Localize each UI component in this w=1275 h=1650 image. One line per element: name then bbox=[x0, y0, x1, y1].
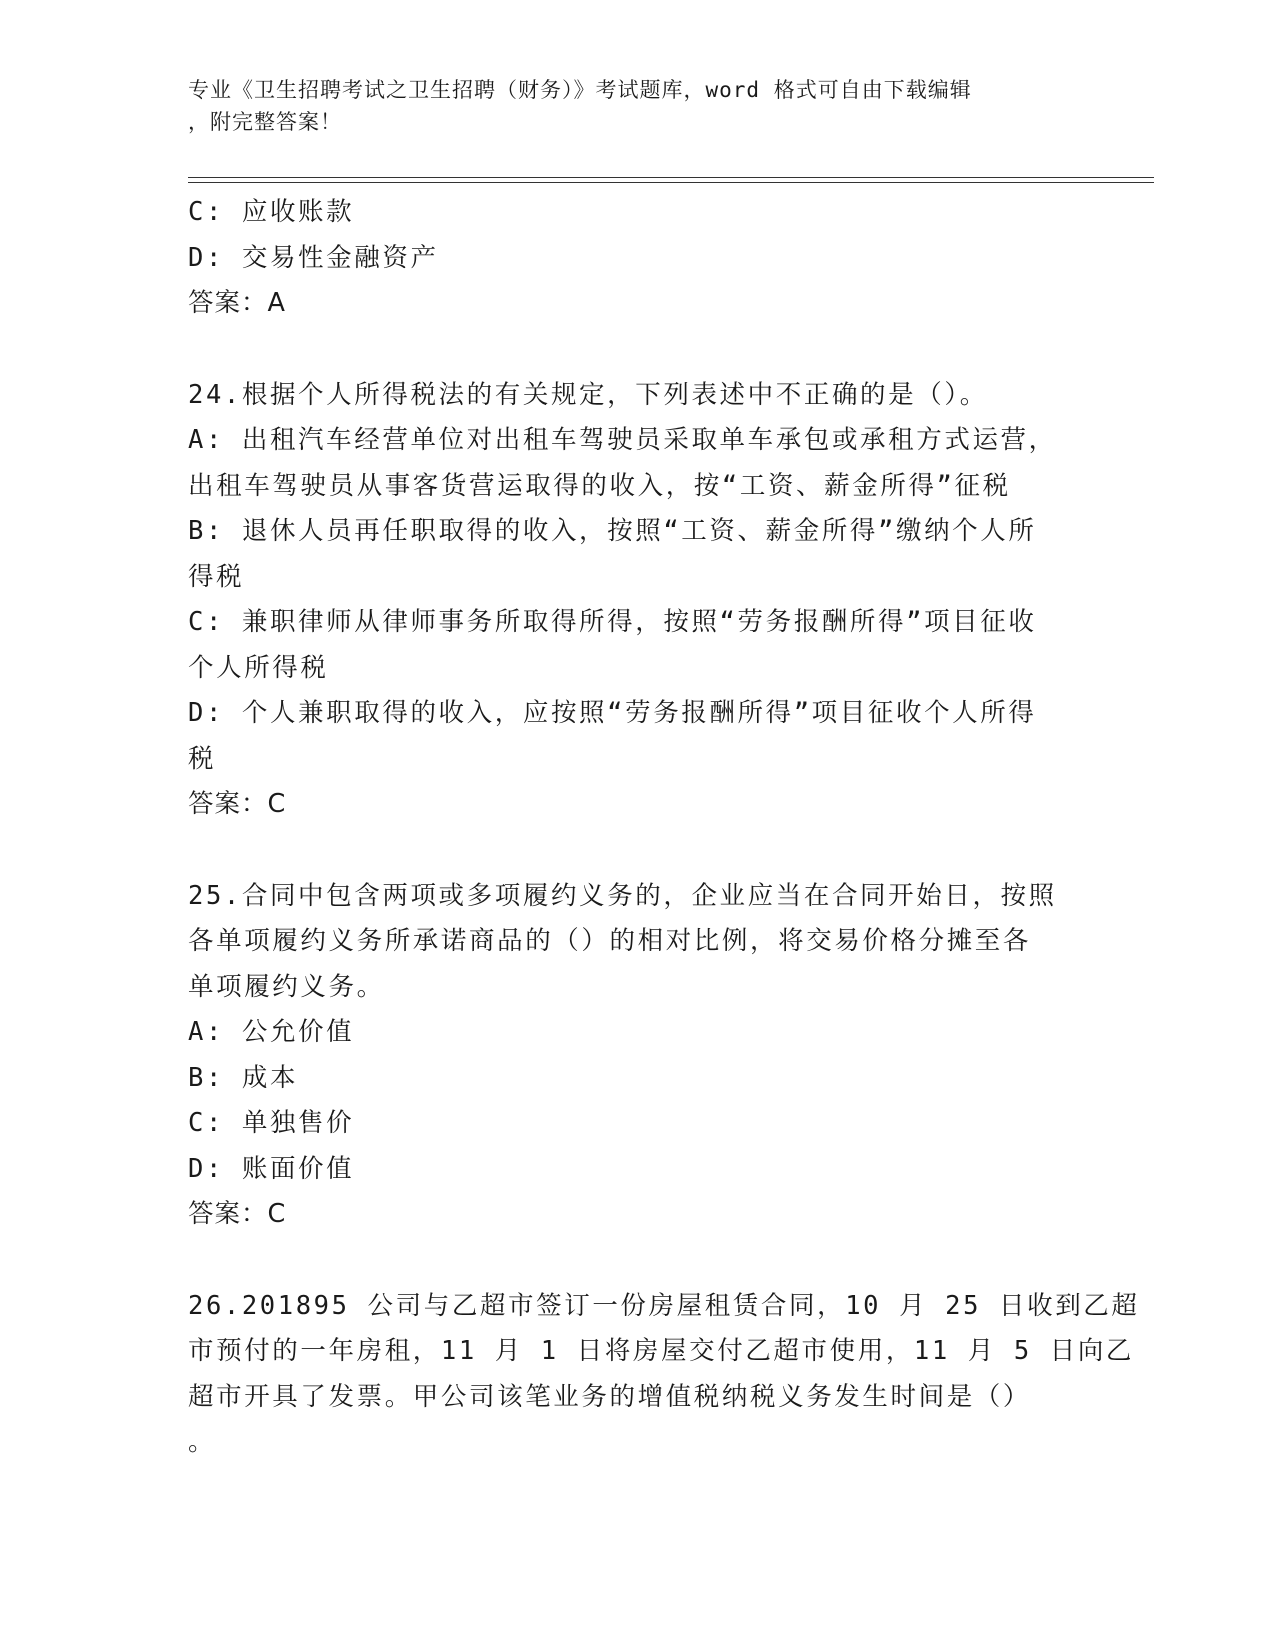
header-line-1: 专业《卫生招聘考试之卫生招聘（财务）》考试题库，word 格式可自由下载编辑 bbox=[188, 78, 972, 102]
question-stem-continued: 市预付的一年房租，11 月 1 日将房屋交付乙超市使用，11 月 5 日向乙 bbox=[188, 1336, 1135, 1366]
option-d: D: 个人兼职取得的收入，应按照“劳务报酬所得”项目征收个人所得 bbox=[188, 698, 1037, 728]
spacer bbox=[188, 1238, 1088, 1284]
option-a: A: 出租汽车经营单位对出租车驾驶员采取单车承包或承租方式运营， bbox=[188, 425, 1057, 455]
option-c: C: 应收账款 bbox=[188, 197, 355, 227]
option-b: B: 成本 bbox=[188, 1062, 299, 1093]
option-a: A: 公允价值 bbox=[188, 1017, 355, 1047]
spacer bbox=[188, 327, 1088, 373]
question-25 bbox=[188, 874, 1088, 1238]
prev-question-block bbox=[188, 190, 1088, 327]
option-d: D: 交易性金融资产 bbox=[188, 242, 439, 273]
spacer bbox=[188, 828, 1088, 874]
question-stem-continued: 各单项履约义务所承诺商品的（）的相对比例，将交易价格分摊至各 bbox=[188, 926, 1032, 956]
question-24 bbox=[188, 373, 1088, 828]
question-stem-continued: 超市开具了发票。甲公司该笔业务的增值税纳税义务发生时间是（） bbox=[188, 1381, 1032, 1412]
answer-label: 答案：A bbox=[188, 288, 286, 318]
question-stem: 25.合同中包含两项或多项履约义务的，企业应当在合同开始日，按照 bbox=[188, 880, 1057, 911]
question-26 bbox=[188, 1284, 1140, 1466]
option-d-continued: 税 bbox=[188, 743, 217, 774]
option-a-continued: 出租车驾驶员从事客货营运取得的收入，按“工资、薪金所得”征税 bbox=[188, 470, 1011, 501]
header-line-2: ，附完整答案！ bbox=[188, 110, 342, 134]
option-d: D: 账面价值 bbox=[188, 1153, 355, 1184]
question-stem-continued: 单项履约义务。 bbox=[188, 971, 385, 1002]
question-stem: 24.根据个人所得税法的有关规定，下列表述中不正确的是（）。 bbox=[188, 379, 988, 410]
option-c: C: 单独售价 bbox=[188, 1108, 355, 1138]
answer-label: 答案：C bbox=[188, 1199, 287, 1229]
option-b: B: 退休人员再任职取得的收入，按照“工资、薪金所得”缴纳个人所 bbox=[188, 516, 1037, 546]
option-b-continued: 得税 bbox=[188, 561, 245, 592]
answer-label: 答案：C bbox=[188, 789, 287, 819]
option-c-continued: 个人所得税 bbox=[188, 652, 329, 683]
document-header bbox=[188, 74, 1088, 138]
header-divider-top bbox=[188, 177, 1154, 178]
question-content bbox=[188, 190, 1140, 1466]
question-stem: 26.201895 公司与乙超市签订一份房屋租赁合同，10 月 25 日收到乙超 bbox=[188, 1290, 1140, 1321]
question-stem-continued: 。 bbox=[188, 1427, 217, 1457]
header-divider-bottom bbox=[188, 182, 1154, 183]
option-c: C: 兼职律师从律师事务所取得所得，按照“劳务报酬所得”项目征收 bbox=[188, 607, 1037, 637]
